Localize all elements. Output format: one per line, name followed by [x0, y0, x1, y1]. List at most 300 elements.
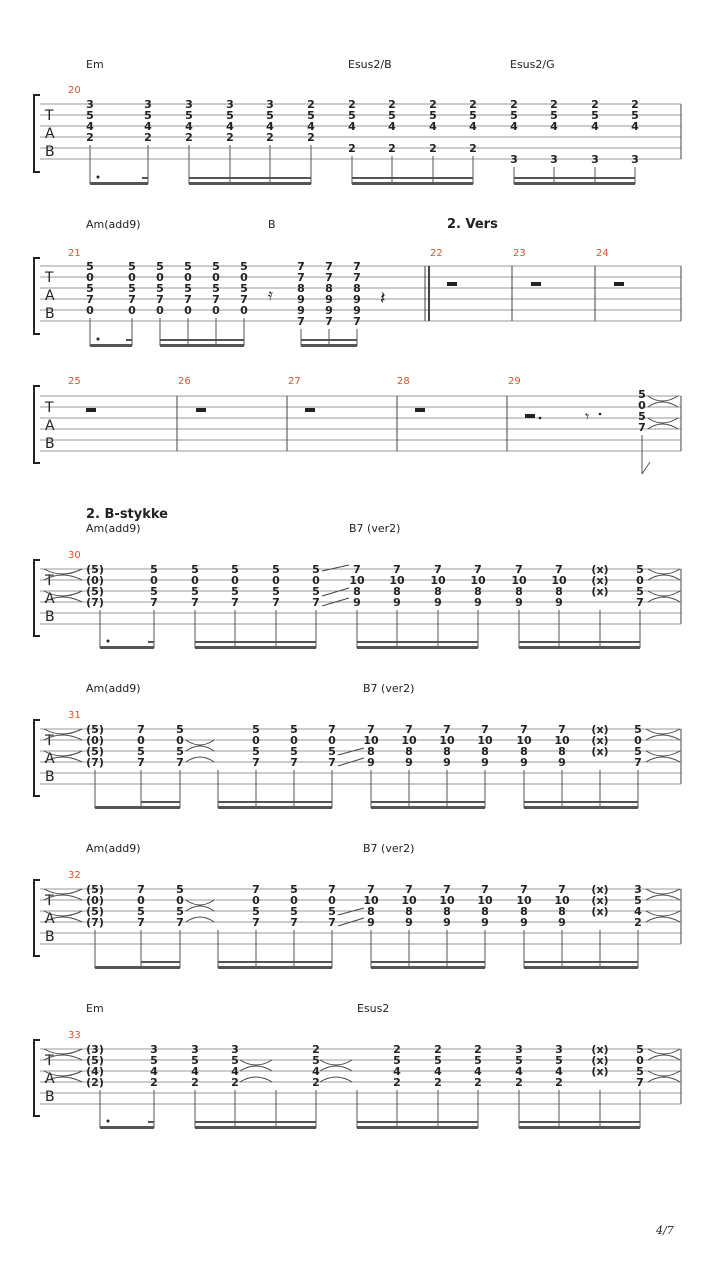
svg-text:10: 10	[470, 574, 486, 587]
svg-text:7: 7	[86, 293, 94, 306]
tab-system-2	[34, 217, 681, 347]
svg-text:8: 8	[367, 745, 375, 758]
staff-lines	[40, 889, 681, 944]
tab-clef-a: A	[45, 418, 55, 434]
tie-arcs	[648, 396, 678, 429]
svg-text:4: 4	[634, 905, 642, 918]
system-bracket	[34, 880, 40, 956]
svg-text:5: 5	[328, 905, 336, 918]
svg-text:(x): (x)	[591, 734, 609, 747]
rests	[268, 282, 624, 309]
sixteenth-rest-icon: 𝄿	[268, 285, 273, 304]
svg-text:2: 2	[469, 98, 477, 111]
svg-text:2: 2	[231, 1076, 239, 1089]
svg-text:5: 5	[290, 745, 298, 758]
svg-text:5: 5	[128, 282, 136, 295]
tab-system-3	[34, 376, 681, 474]
beams	[90, 177, 635, 185]
svg-text:10: 10	[439, 734, 455, 747]
svg-text:0: 0	[252, 734, 260, 747]
svg-text:2: 2	[434, 1043, 442, 1056]
svg-text:5: 5	[636, 563, 644, 576]
svg-text:10: 10	[554, 734, 570, 747]
svg-text:2: 2	[144, 131, 152, 144]
dot	[107, 1120, 110, 1123]
chord-label: Esus2/B	[348, 58, 392, 71]
measure-number: 23	[513, 248, 526, 259]
svg-text:5: 5	[252, 905, 260, 918]
svg-text:5: 5	[550, 109, 558, 122]
svg-text:9: 9	[520, 756, 528, 769]
svg-text:4: 4	[266, 120, 274, 133]
svg-text:4: 4	[388, 120, 396, 133]
tab-clef-t: T	[45, 573, 54, 589]
svg-text:7: 7	[312, 596, 320, 609]
svg-text:4: 4	[226, 120, 234, 133]
tab-system-4	[34, 507, 681, 649]
svg-text:0: 0	[231, 574, 239, 587]
svg-text:5: 5	[636, 585, 644, 598]
svg-text:10: 10	[439, 894, 455, 907]
svg-text:4: 4	[312, 1065, 320, 1078]
system-bracket	[34, 1040, 40, 1116]
svg-text:0: 0	[156, 304, 164, 317]
eighth-rest-icon: 𝄾	[585, 407, 590, 426]
svg-text:4: 4	[144, 120, 152, 133]
system-bracket	[34, 720, 40, 796]
svg-text:(3): (3)	[86, 1043, 104, 1056]
svg-text:3: 3	[185, 98, 193, 111]
svg-text:0: 0	[272, 574, 280, 587]
svg-text:7: 7	[328, 756, 336, 769]
svg-text:2: 2	[388, 98, 396, 111]
svg-text:7: 7	[176, 756, 184, 769]
svg-text:7: 7	[353, 563, 361, 576]
svg-text:5: 5	[240, 282, 248, 295]
svg-text:9: 9	[367, 916, 375, 929]
svg-text:9: 9	[443, 916, 451, 929]
quarter-rest-icon: 𝄽	[380, 288, 386, 309]
svg-text:2: 2	[555, 1076, 563, 1089]
section-title: 2. B-stykke	[86, 507, 168, 522]
svg-text:0: 0	[128, 304, 136, 317]
tab-clef-t: T	[45, 270, 54, 286]
svg-text:7: 7	[443, 723, 451, 736]
system-bracket	[34, 95, 40, 172]
svg-text:7: 7	[128, 293, 136, 306]
section-title: 2. Vers	[447, 217, 498, 232]
svg-text:9: 9	[325, 304, 333, 317]
svg-text:7: 7	[367, 883, 375, 896]
svg-text:5: 5	[137, 905, 145, 918]
svg-text:5: 5	[634, 723, 642, 736]
svg-text:5: 5	[150, 585, 158, 598]
svg-text:4: 4	[591, 120, 599, 133]
svg-text:7: 7	[137, 756, 145, 769]
measure-number: 26	[178, 376, 191, 387]
tab-clef-t: T	[45, 400, 54, 416]
svg-text:5: 5	[515, 1054, 523, 1067]
svg-text:3: 3	[150, 1043, 158, 1056]
svg-text:9: 9	[481, 916, 489, 929]
svg-text:5: 5	[252, 723, 260, 736]
svg-text:7: 7	[252, 916, 260, 929]
svg-text:3: 3	[631, 153, 639, 166]
tab-clef-b: B	[45, 769, 55, 785]
measure-number: 29	[508, 376, 521, 387]
svg-text:0: 0	[137, 894, 145, 907]
svg-text:0: 0	[240, 271, 248, 284]
svg-text:0: 0	[634, 734, 642, 747]
svg-text:9: 9	[443, 756, 451, 769]
svg-text:4: 4	[510, 120, 518, 133]
svg-text:0: 0	[176, 734, 184, 747]
svg-text:5: 5	[252, 745, 260, 758]
tab-clef-t: T	[45, 108, 54, 124]
svg-text:(x): (x)	[591, 723, 609, 736]
svg-text:(x): (x)	[591, 883, 609, 896]
svg-text:9: 9	[405, 916, 413, 929]
svg-text:8: 8	[481, 905, 489, 918]
svg-text:5: 5	[555, 1054, 563, 1067]
svg-text:5: 5	[191, 1054, 199, 1067]
svg-text:4: 4	[550, 120, 558, 133]
svg-text:5: 5	[150, 563, 158, 576]
svg-text:10: 10	[401, 734, 417, 747]
svg-text:7: 7	[515, 563, 523, 576]
half-rest-icon	[86, 408, 96, 412]
tie-arcs-out	[648, 569, 680, 602]
tab-clef-b: B	[45, 1089, 55, 1105]
svg-text:7: 7	[405, 883, 413, 896]
svg-text:(x): (x)	[591, 745, 609, 758]
svg-text:5: 5	[212, 260, 220, 273]
svg-text:0: 0	[128, 271, 136, 284]
svg-text:7: 7	[184, 293, 192, 306]
svg-text:7: 7	[367, 723, 375, 736]
tab-clef-b: B	[45, 609, 55, 625]
svg-text:2: 2	[550, 98, 558, 111]
svg-text:7: 7	[252, 883, 260, 896]
svg-text:5: 5	[290, 905, 298, 918]
svg-text:7: 7	[137, 916, 145, 929]
svg-text:0: 0	[638, 399, 646, 412]
svg-text:9: 9	[297, 304, 305, 317]
measure-number: 25	[68, 376, 81, 387]
svg-text:5: 5	[156, 260, 164, 273]
svg-text:(x): (x)	[591, 574, 609, 587]
svg-text:2: 2	[631, 98, 639, 111]
tie-arcs-out	[648, 1049, 680, 1082]
tab-clef-a: A	[45, 126, 55, 142]
svg-text:9: 9	[515, 596, 523, 609]
svg-text:9: 9	[481, 756, 489, 769]
svg-text:7: 7	[212, 293, 220, 306]
svg-text:0: 0	[290, 734, 298, 747]
svg-text:9: 9	[353, 293, 361, 306]
tab-system-7	[34, 1002, 681, 1129]
tab-clef-a: A	[45, 751, 55, 767]
svg-text:7: 7	[636, 596, 644, 609]
svg-text:8: 8	[520, 905, 528, 918]
svg-text:5: 5	[312, 1054, 320, 1067]
svg-text:4: 4	[307, 120, 315, 133]
half-rest-icon	[415, 408, 425, 412]
svg-text:2: 2	[591, 98, 599, 111]
svg-text:(5): (5)	[86, 563, 104, 576]
chord-label: Esus2/G	[510, 58, 555, 71]
fret-numbers	[86, 98, 639, 166]
svg-text:5: 5	[634, 894, 642, 907]
fret-numbers	[638, 388, 646, 434]
svg-text:4: 4	[185, 120, 193, 133]
svg-text:0: 0	[150, 574, 158, 587]
chord-label: Am(add9)	[86, 842, 141, 855]
measure-number: 27	[288, 376, 301, 387]
svg-text:10: 10	[511, 574, 527, 587]
svg-text:7: 7	[150, 596, 158, 609]
svg-text:0: 0	[156, 271, 164, 284]
svg-text:5: 5	[638, 388, 646, 401]
svg-text:9: 9	[353, 596, 361, 609]
svg-text:2: 2	[86, 131, 94, 144]
svg-text:10: 10	[349, 574, 365, 587]
svg-text:(0): (0)	[86, 734, 104, 747]
svg-text:4: 4	[231, 1065, 239, 1078]
svg-text:3: 3	[550, 153, 558, 166]
svg-text:2: 2	[515, 1076, 523, 1089]
svg-text:8: 8	[443, 745, 451, 758]
svg-text:4: 4	[434, 1065, 442, 1078]
svg-text:10: 10	[363, 734, 379, 747]
svg-text:2: 2	[388, 142, 396, 155]
svg-text:7: 7	[481, 883, 489, 896]
svg-text:0: 0	[240, 304, 248, 317]
svg-text:10: 10	[516, 894, 532, 907]
svg-text:5: 5	[312, 563, 320, 576]
svg-text:2: 2	[312, 1076, 320, 1089]
svg-text:7: 7	[520, 723, 528, 736]
svg-text:4: 4	[469, 120, 477, 133]
svg-text:0: 0	[86, 304, 94, 317]
svg-text:7: 7	[520, 883, 528, 896]
svg-text:9: 9	[393, 596, 401, 609]
svg-text:5: 5	[86, 282, 94, 295]
svg-text:3: 3	[226, 98, 234, 111]
chord-label: B	[268, 218, 276, 231]
svg-text:(x): (x)	[591, 563, 609, 576]
svg-text:(x): (x)	[591, 905, 609, 918]
svg-text:8: 8	[434, 585, 442, 598]
measure-number: 20	[68, 85, 81, 96]
svg-text:5: 5	[312, 585, 320, 598]
measure-number: 31	[68, 710, 81, 721]
svg-text:3: 3	[231, 1043, 239, 1056]
svg-text:4: 4	[191, 1065, 199, 1078]
svg-text:2: 2	[469, 142, 477, 155]
dot	[107, 640, 110, 643]
svg-text:7: 7	[638, 421, 646, 434]
svg-text:7: 7	[252, 756, 260, 769]
svg-text:10: 10	[389, 574, 405, 587]
svg-text:7: 7	[290, 916, 298, 929]
staff-lines	[40, 1049, 681, 1104]
svg-text:5: 5	[176, 723, 184, 736]
svg-text:7: 7	[481, 723, 489, 736]
svg-text:7: 7	[405, 723, 413, 736]
svg-text:(7): (7)	[86, 596, 104, 609]
chord-label: Am(add9)	[86, 682, 141, 695]
svg-text:10: 10	[477, 894, 493, 907]
svg-text:5: 5	[191, 585, 199, 598]
svg-text:(5): (5)	[86, 745, 104, 758]
flag-icon	[642, 462, 650, 474]
tab-clef-a: A	[45, 1071, 55, 1087]
svg-text:8: 8	[405, 745, 413, 758]
chord-label: B7 (ver2)	[363, 842, 415, 855]
tab-system-5	[34, 682, 681, 809]
svg-text:(x): (x)	[591, 1043, 609, 1056]
svg-text:5: 5	[184, 282, 192, 295]
chord-label: Em	[86, 58, 104, 71]
svg-text:(7): (7)	[86, 916, 104, 929]
svg-text:10: 10	[401, 894, 417, 907]
chord-label: Am(add9)	[86, 218, 141, 231]
svg-text:5: 5	[128, 260, 136, 273]
svg-text:2: 2	[307, 98, 315, 111]
svg-text:7: 7	[325, 260, 333, 273]
svg-text:2: 2	[510, 98, 518, 111]
svg-text:7: 7	[353, 271, 361, 284]
tab-system-6	[34, 842, 681, 969]
svg-text:7: 7	[297, 315, 305, 328]
svg-text:5: 5	[429, 109, 437, 122]
svg-text:(x): (x)	[591, 585, 609, 598]
svg-text:2: 2	[429, 98, 437, 111]
svg-text:4: 4	[555, 1065, 563, 1078]
svg-text:4: 4	[631, 120, 639, 133]
svg-text:5: 5	[176, 745, 184, 758]
svg-text:5: 5	[266, 109, 274, 122]
svg-text:(5): (5)	[86, 723, 104, 736]
svg-text:7: 7	[634, 756, 642, 769]
svg-text:7: 7	[137, 883, 145, 896]
svg-text:(5): (5)	[86, 883, 104, 896]
chord-label: Esus2	[357, 1002, 390, 1015]
svg-text:5: 5	[226, 109, 234, 122]
measure-number: 22	[430, 248, 443, 259]
svg-text:0: 0	[184, 271, 192, 284]
fret-numbers	[86, 260, 361, 328]
svg-text:2: 2	[150, 1076, 158, 1089]
tab-clef-a: A	[45, 911, 55, 927]
svg-text:(5): (5)	[86, 585, 104, 598]
svg-text:7: 7	[272, 596, 280, 609]
svg-text:7: 7	[328, 916, 336, 929]
svg-text:2: 2	[634, 916, 642, 929]
svg-text:5: 5	[636, 1065, 644, 1078]
svg-text:5: 5	[156, 282, 164, 295]
tab-clef-a: A	[45, 591, 55, 607]
svg-text:5: 5	[474, 1054, 482, 1067]
beams	[90, 339, 357, 347]
svg-text:0: 0	[636, 1054, 644, 1067]
svg-text:2: 2	[393, 1043, 401, 1056]
tie-arcs-out	[646, 729, 680, 762]
svg-text:7: 7	[297, 260, 305, 273]
svg-text:9: 9	[555, 596, 563, 609]
svg-text:5: 5	[86, 109, 94, 122]
svg-text:0: 0	[212, 271, 220, 284]
svg-text:2: 2	[474, 1076, 482, 1089]
svg-text:7: 7	[474, 563, 482, 576]
tie-arcs-out	[646, 889, 680, 922]
svg-text:(0): (0)	[86, 894, 104, 907]
half-rest-icon	[531, 282, 541, 286]
svg-text:7: 7	[353, 315, 361, 328]
svg-text:2: 2	[307, 131, 315, 144]
svg-text:5: 5	[469, 109, 477, 122]
svg-text:5: 5	[636, 1043, 644, 1056]
svg-text:7: 7	[297, 271, 305, 284]
svg-text:5: 5	[631, 109, 639, 122]
svg-text:0: 0	[328, 894, 336, 907]
svg-text:0: 0	[636, 574, 644, 587]
stems	[90, 318, 357, 346]
svg-text:7: 7	[240, 293, 248, 306]
tab-clef-b: B	[45, 436, 55, 452]
svg-text:8: 8	[558, 905, 566, 918]
tab-clef-t: T	[45, 733, 54, 749]
svg-text:8: 8	[481, 745, 489, 758]
dot	[97, 176, 100, 179]
chord-label: Em	[86, 1002, 104, 1015]
svg-text:5: 5	[184, 260, 192, 273]
svg-text:9: 9	[520, 916, 528, 929]
chord-label: Am(add9)	[86, 522, 141, 535]
svg-text:7: 7	[393, 563, 401, 576]
tab-clef-b: B	[45, 306, 55, 322]
svg-text:(5): (5)	[86, 905, 104, 918]
svg-text:0: 0	[312, 574, 320, 587]
staff-lines	[40, 104, 681, 159]
svg-text:9: 9	[434, 596, 442, 609]
rests	[86, 407, 601, 426]
svg-text:8: 8	[393, 585, 401, 598]
svg-text:2: 2	[434, 1076, 442, 1089]
svg-text:7: 7	[434, 563, 442, 576]
svg-text:(0): (0)	[86, 574, 104, 587]
svg-text:3: 3	[515, 1043, 523, 1056]
svg-text:5: 5	[393, 1054, 401, 1067]
svg-text:5: 5	[191, 563, 199, 576]
svg-text:5: 5	[290, 723, 298, 736]
svg-text:2: 2	[348, 142, 356, 155]
svg-text:4: 4	[393, 1065, 401, 1078]
chord-label: B7 (ver2)	[363, 682, 415, 695]
svg-text:(4): (4)	[86, 1065, 104, 1078]
system-bracket	[34, 386, 40, 463]
svg-text:9: 9	[325, 293, 333, 306]
svg-text:9: 9	[405, 756, 413, 769]
tie-arcs-in	[44, 889, 214, 922]
svg-text:7: 7	[231, 596, 239, 609]
tab-clef-t: T	[45, 1053, 54, 1069]
svg-text:10: 10	[477, 734, 493, 747]
svg-text:9: 9	[474, 596, 482, 609]
svg-text:2: 2	[474, 1043, 482, 1056]
staff-lines	[40, 729, 681, 784]
